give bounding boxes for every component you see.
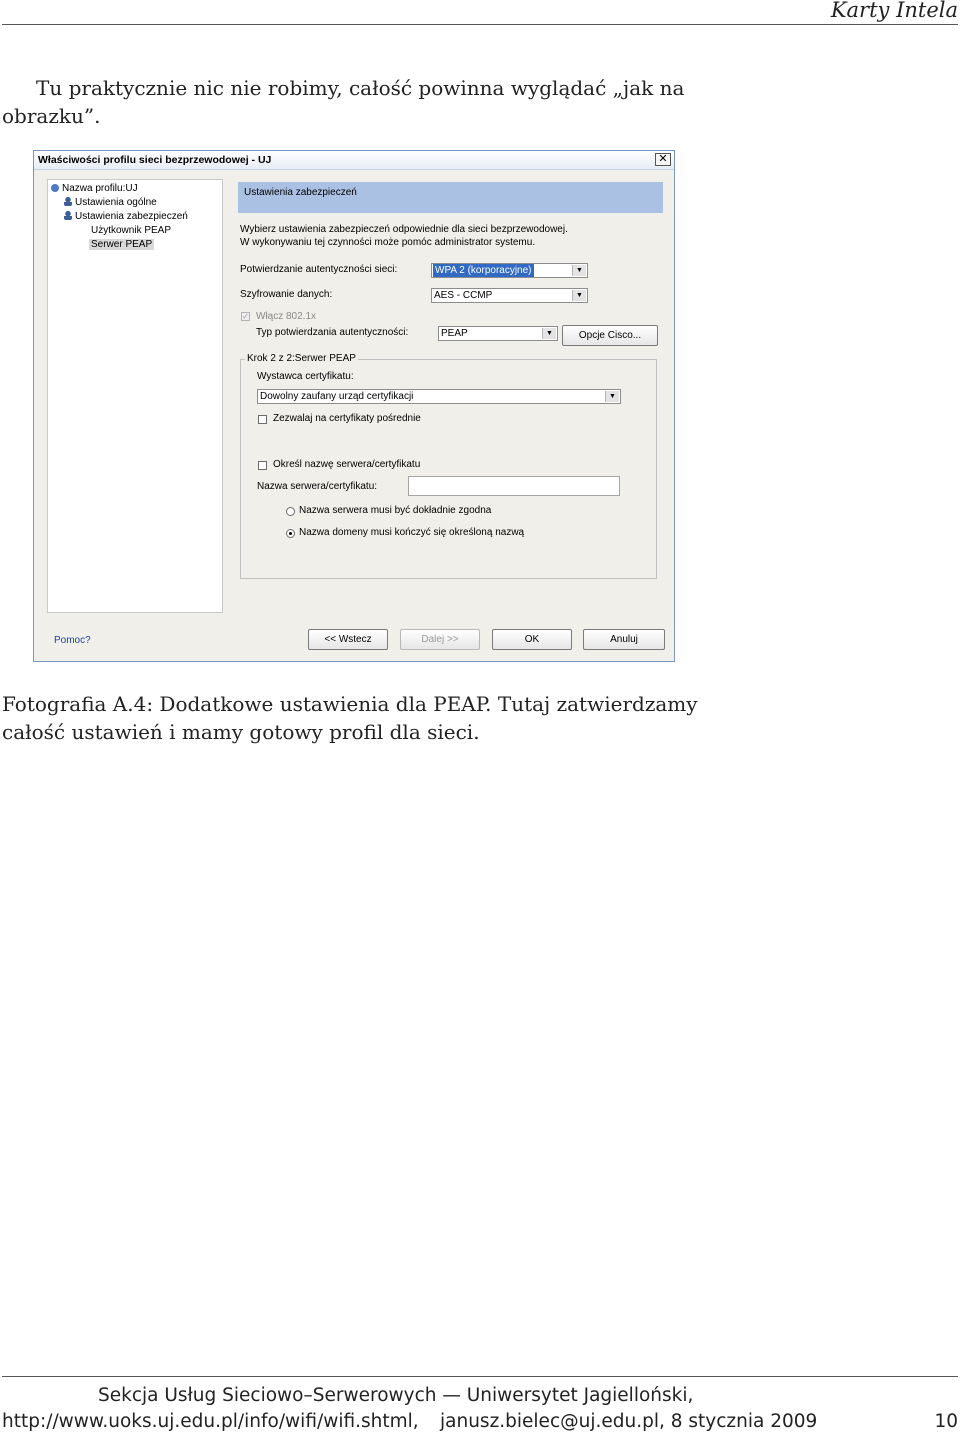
chevron-down-icon: ▼	[572, 265, 586, 276]
issuer-label: Wystawca certyfikatu:	[257, 371, 354, 382]
tree-item-profile-name[interactable]: Nazwa profilu:UJ	[51, 183, 138, 194]
chevron-down-icon: ▼	[605, 391, 619, 402]
auth-type-select[interactable]	[438, 326, 558, 341]
issuer-select[interactable]	[257, 389, 621, 404]
footer-email-date: janusz.bielec@uj.edu.pl, 8 stycznia 2009	[440, 1411, 818, 1432]
cisco-options-button[interactable]: Opcje Cisco...	[562, 325, 658, 346]
close-icon[interactable]: ✕	[655, 153, 671, 166]
tree-item-peap-server[interactable]: Serwer PEAP	[91, 239, 153, 250]
encryption-select-value: AES - CCMP	[434, 290, 493, 301]
footer-line-1: Sekcja Usług Sieciowo–Serwerowych — Uniwersytet Jagielloński,	[98, 1385, 694, 1406]
footer-rule	[2, 1376, 958, 1377]
globe-icon	[51, 184, 59, 192]
group-title: Krok 2 z 2:Serwer PEAP	[247, 353, 356, 364]
peap-server-group	[240, 353, 657, 579]
intro-paragraph: Tu praktycznie nic nie robimy, całość powinna wyglądać „jak na obrazku”.	[2, 76, 685, 128]
server-name-label: Nazwa serwera/certyfikatu:	[257, 481, 378, 492]
figure-caption: Fotografia A.4: Dodatkowe ustawienia dla PEAP. Tutaj zatwierdzamy całość ustawień i mamy gotowy profil dla sieci.	[2, 692, 698, 744]
chevron-down-icon: ▼	[572, 290, 586, 301]
radio-exact-match[interactable]	[286, 507, 295, 516]
allow-intermediate-checkbox[interactable]	[258, 415, 267, 424]
auth-select[interactable]	[431, 263, 588, 278]
user-icon	[64, 197, 72, 206]
section-title: Ustawienia zabezpieczeń	[244, 187, 357, 198]
ok-button[interactable]: OK	[492, 629, 572, 650]
running-header-title: Karty Intela	[830, 0, 958, 22]
allow-intermediate-label: Zezwalaj na certyfikaty pośrednie	[273, 413, 421, 424]
help-link[interactable]: Pomoc?	[54, 635, 91, 646]
specify-server-label: Określ nazwę serwera/certyfikatu	[273, 459, 421, 470]
profile-tree	[47, 179, 223, 613]
auth-type-label: Typ potwierdzania autentyczności:	[256, 327, 409, 338]
dialog-title: Właściwości profilu sieci bezprzewodowej - UJ	[38, 154, 272, 166]
tree-item-general-settings[interactable]: Ustawienia ogólne	[64, 197, 157, 208]
auth-type-select-value: PEAP	[441, 328, 468, 339]
header-rule	[2, 24, 958, 25]
dialog-titlebar	[34, 151, 674, 170]
encryption-select[interactable]	[431, 288, 588, 303]
enable-8021x-checkbox[interactable]: ✓	[242, 312, 249, 321]
description-line-2: W wykonywaniu tej czynności może pomóc administrator systemu.	[240, 237, 536, 248]
description-line-1: Wybierz ustawienia zabezpieczeń odpowiednie dla sieci bezprzewodowej.	[240, 224, 568, 235]
cancel-button[interactable]: Anuluj	[583, 629, 665, 650]
issuer-select-value: Dowolny zaufany urząd certyfikacji	[260, 391, 414, 402]
auth-select-value: WPA 2 (korporacyjne)	[435, 265, 532, 276]
chevron-down-icon: ▼	[542, 328, 556, 339]
encryption-label: Szyfrowanie danych:	[240, 289, 333, 300]
specify-server-checkbox[interactable]	[258, 461, 267, 470]
server-name-field[interactable]	[408, 476, 620, 496]
tree-item-peap-user[interactable]: Użytkownik PEAP	[91, 225, 172, 236]
footer-url: http://www.uoks.uj.edu.pl/info/wifi/wifi.shtml,	[2, 1411, 419, 1432]
lock-icon	[64, 211, 72, 220]
back-button[interactable]: << Wstecz	[308, 629, 388, 650]
tree-item-security-settings[interactable]: Ustawienia zabezpieczeń	[64, 211, 188, 222]
enable-8021x-label: Włącz 802.1x	[256, 311, 317, 322]
page-number: 10	[934, 1411, 958, 1432]
wireless-profile-dialog	[33, 150, 675, 662]
radio-domain-match[interactable]	[286, 529, 295, 538]
section-banner	[238, 182, 663, 213]
next-button[interactable]: Dalej >>	[400, 629, 480, 650]
radio-exact-label: Nazwa serwera musi być dokładnie zgodna	[299, 505, 492, 516]
auth-label: Potwierdzanie autentyczności sieci:	[240, 264, 398, 275]
radio-domain-label: Nazwa domeny musi kończyć się określoną nazwą	[299, 527, 525, 538]
